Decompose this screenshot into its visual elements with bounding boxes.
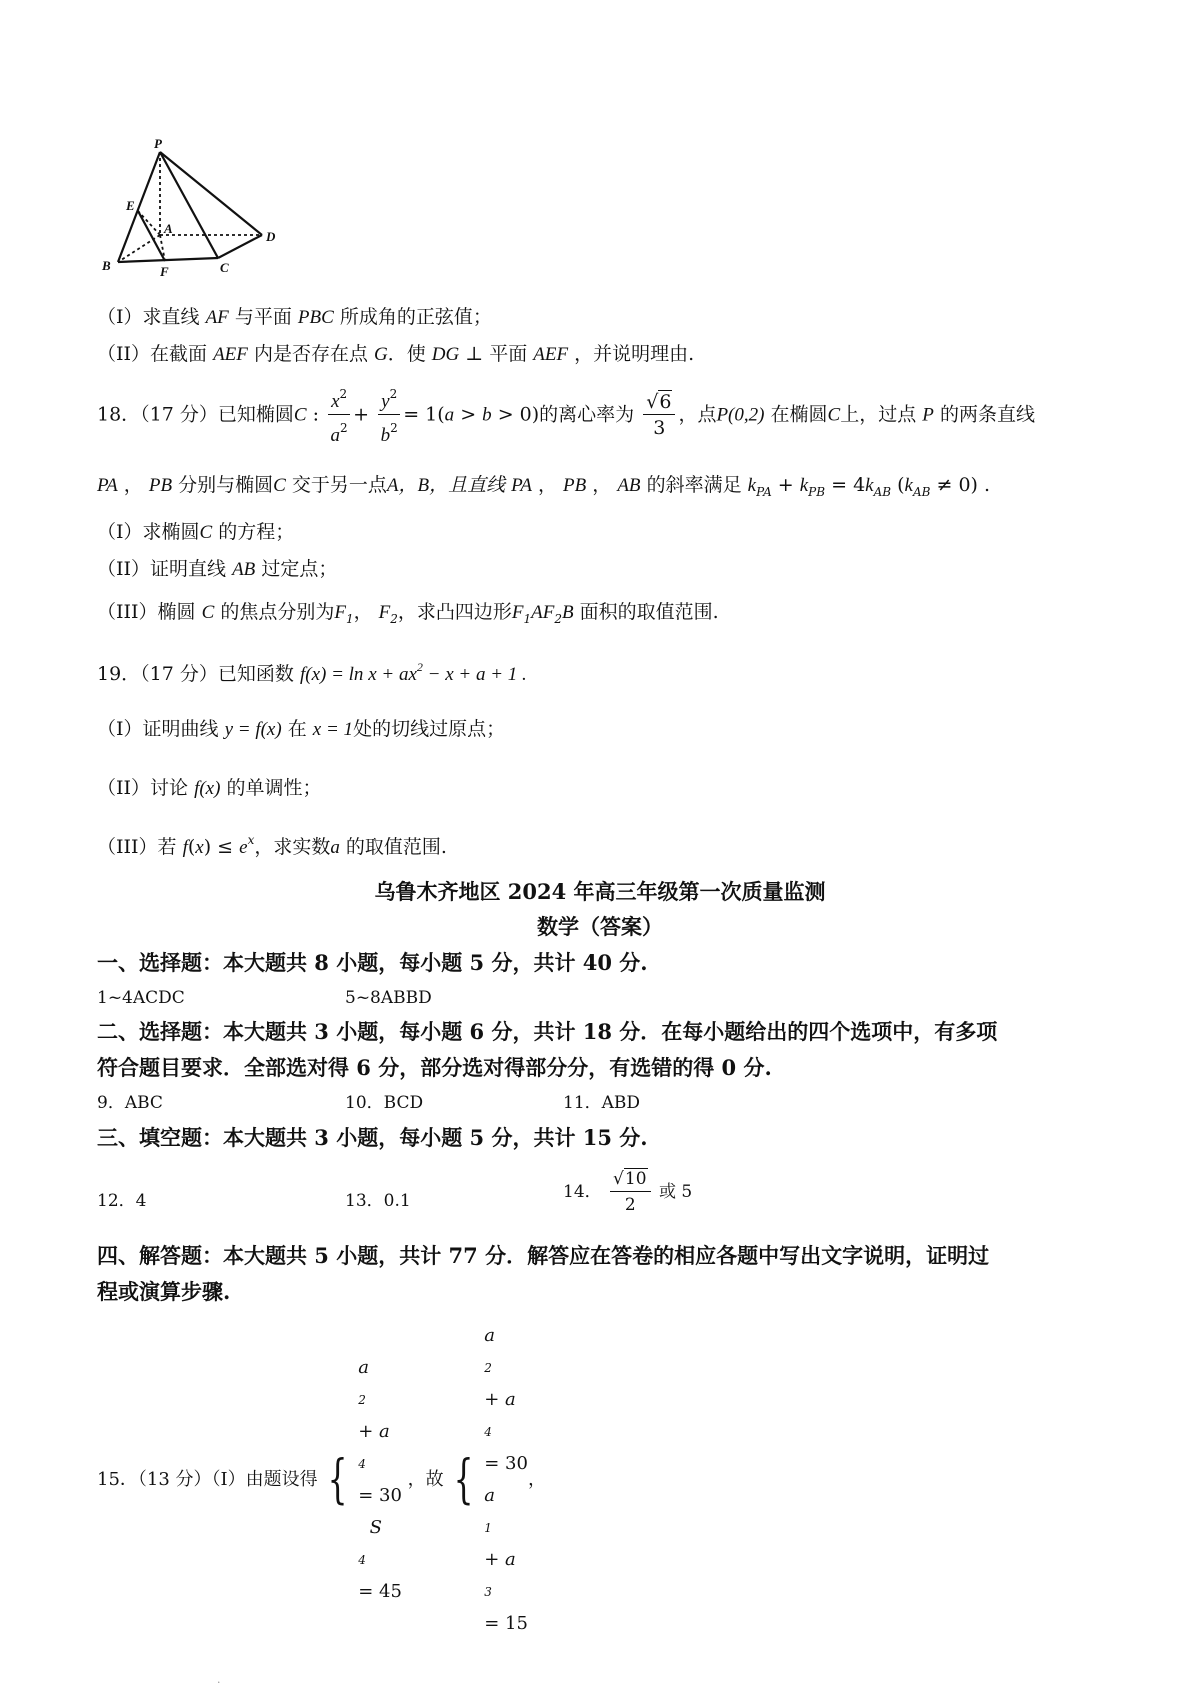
q18-sub1-text-b: 的方程； [218, 521, 295, 543]
edge-pc [160, 152, 218, 258]
answer-14-label: 14． [563, 1182, 602, 1202]
label-c: C [220, 260, 229, 275]
q17-part2 [97, 339, 694, 366]
q18-tail2: 的两条直线 [939, 403, 1035, 426]
q18-statement: 18．（17 分）已知椭圆C : $\frac{x^2}{a^2}$ + $\frac{y^2}{b^2}$ = 1(a > b > 0)的离心率为 $\frac{√6}{3}$ ，点P(0,2) 在椭圆C上，过点 P 的两条直线 [97, 382, 1035, 449]
q18-ecc-frac: $\frac{√6}{3}$ [643, 390, 675, 441]
edge-cd [218, 235, 262, 258]
answer-10: 10．BCD [345, 1093, 424, 1113]
q18-sub3-text-d: 面积的取值范围. [579, 601, 719, 623]
q17-line-af: AF [205, 307, 229, 328]
edge-pb [118, 152, 160, 262]
q17-part2-text-h: ，并说明理由. [574, 343, 695, 365]
q15-brace-2: { [454, 1450, 474, 1510]
q15-tail: ， [527, 1469, 546, 1490]
q18-line2-text: 分别与椭圆 [178, 474, 274, 496]
q19-fx: f(x) [194, 778, 221, 799]
q19-sub3 [97, 832, 447, 859]
label-e: E [126, 198, 135, 213]
q18-sub2-text-c: 过定点； [261, 558, 338, 580]
q19-sub2-text: （II）讨论 [97, 777, 189, 799]
q18-p: P [922, 404, 934, 426]
q15-system-2: a 2 + a 4 = 30 a 1 + a 3 = 15 [484, 1325, 528, 1634]
q15-head: 15．（13 分）（I）由题设得 [97, 1469, 318, 1490]
q18-point: P(0,2) [716, 404, 765, 426]
q18-line2-text3: 的斜率满足 [646, 474, 742, 496]
label-p: P [154, 138, 162, 151]
footer-mark: · [217, 1676, 221, 1689]
section-1-answers-b: 5~8ABBD [345, 988, 432, 1008]
q17-plane-aef-2: AEF [533, 344, 569, 365]
q15-system-1: a 2 + a 4 = 30 S 4 = 45 [358, 1357, 402, 1602]
q15-brace-1: { [327, 1450, 348, 1510]
q19-a: a [330, 837, 340, 858]
q19-sub1 [97, 714, 505, 741]
q18-frac-y: $\frac{y^2}{b^2}$ [378, 382, 400, 449]
q18-sub1-text: （I）求椭圆 [97, 521, 200, 543]
q15-solution [97, 1320, 546, 1640]
q18-c: C [293, 404, 307, 426]
section-1-heading: 一、选择题：本大题共 8 小题，每小题 5 分，共计 40 分. [97, 950, 648, 975]
q19-sub2 [97, 773, 322, 800]
section-2-heading-l1: 二、选择题：本大题共 3 小题，每小题 6 分，共计 18 分．在每小题给出的四个选项中，有多项 [97, 1019, 998, 1044]
answer-13: 13．0.1 [345, 1191, 411, 1211]
label-b: B [102, 258, 111, 273]
q17-plane-aef: AEF [213, 344, 248, 365]
q18-ab: AB [617, 475, 641, 496]
answer-14 [563, 1167, 692, 1218]
answer-11: 11．ABD [563, 1093, 641, 1113]
q18-quad: $F_1AF_2B$ [511, 602, 574, 626]
q19-curve: y = f(x) [224, 719, 282, 740]
q18-point-text: ，点 [678, 403, 717, 426]
q18-pa: PA [97, 475, 118, 496]
q17-part2-text: （II）在截面 [97, 343, 208, 365]
q18-sub3-text-b: 的焦点分别为 [220, 601, 335, 623]
edge-pd [160, 152, 262, 235]
q18-ecc-text: 的离心率为 [539, 403, 635, 426]
q17-part1 [97, 302, 492, 329]
q18-pb-2: PB [563, 475, 587, 496]
q18-sub3-text-c: ，求凸四边形 [397, 601, 512, 623]
q17-part1-text-b: 与平面 [234, 306, 292, 328]
q19-x-eq-1: x = 1 [312, 719, 354, 740]
edge-bc [118, 258, 218, 262]
section-1-answers-a: 1~4ACDC [97, 988, 185, 1008]
q18-sub1 [97, 517, 294, 544]
q15-mid: ，故 [407, 1469, 444, 1490]
label-a: A [164, 221, 173, 236]
q18-pa-2: PA [511, 475, 532, 496]
q17-plane-pbc: PBC [297, 307, 334, 328]
q19-sub2-tail: 的单调性； [226, 777, 322, 799]
q17-part2-text-d: ．使 [387, 343, 426, 365]
q18-ab-3: AB [232, 559, 256, 580]
q18-c-4: C [199, 522, 213, 543]
q18-c-5: C [201, 602, 215, 623]
q18-line2-text2: 交于另一点 [291, 474, 387, 496]
q17-part1-text-d: 所成角的正弦值； [339, 306, 492, 328]
answers-subtitle: 数学（答案） [537, 914, 663, 939]
answers-title: 乌鲁木齐地区 2024 年高三年级第一次质量监测 [374, 879, 826, 904]
q17-point-g: G [374, 344, 388, 365]
q18-tail: 上，过点 [840, 403, 917, 426]
q19-statement [97, 659, 527, 686]
q18-on-text: 在椭圆 [770, 403, 828, 426]
label-d: D [266, 229, 276, 244]
label-f: F [160, 264, 169, 279]
answer-12: 12．4 [97, 1191, 147, 1211]
section-2-heading-l2: 符合题目要求．全部选对得 6 分，部分选对得部分分，有选错的得 0 分. [97, 1055, 772, 1080]
q18-sub2 [97, 554, 337, 581]
q18-head: 18．（17 分）已知椭圆 [97, 403, 294, 426]
q19-func: $f(x) = \ln x + ax^2 - x + a + 1$ . [299, 660, 527, 685]
section-4-heading-l2: 程或演算步骤. [97, 1279, 231, 1304]
q18-ab-text: A，B，且直线 [386, 475, 506, 496]
q17-line-dg: DG [431, 344, 460, 365]
q18-line2: PA ， PB 分别与椭圆C 交于另一点A，B，且直线 PA ， PB ， AB 的斜率满足 $k_{PA} + k_{PB} = 4k_{AB}$ $(k_{AB} \ne 0)$ . [97, 474, 991, 499]
q19-sub3-text-b: ，求实数 [254, 836, 331, 858]
q19-head: 19．（17 分）已知函数 [97, 663, 294, 685]
q18-slope-condition: $k_{PA} + k_{PB} = 4k_{AB}$ $(k_{AB} \ne 0)$ . [747, 474, 991, 499]
answer-9: 9．ABC [97, 1093, 163, 1113]
q18-frac-x: $\frac{x^2}{a^2}$ [328, 382, 350, 449]
q18-sub2-text: （II）证明直线 [97, 558, 227, 580]
q18-c-3: C [273, 475, 286, 496]
q18-sub3: （III）椭圆 C 的焦点分别为$F_1$， $F_2$，求凸四边形$F_1AF_2B$ 面积的取值范围. [97, 601, 719, 626]
q17-part2-text-b: 内是否存在点 [253, 343, 368, 365]
q19-sub1-at: 在 [287, 718, 307, 740]
q18-pb: PB [148, 475, 173, 496]
section-3-heading: 三、填空题：本大题共 3 小题，每小题 5 分，共计 15 分. [97, 1125, 648, 1150]
section-4-heading-l1: 四、解答题：本大题共 5 小题，共计 77 分．解答应在答卷的相应各题中写出文字说明，证明过 [97, 1243, 990, 1268]
q19-sub3-text: （III）若 [97, 836, 177, 858]
q18-f2: F [378, 602, 391, 623]
answer-14-tail: 或 5 [658, 1182, 693, 1202]
pyramid-figure [100, 138, 300, 288]
answer-14-frac: $\frac{√10}{2}$ [610, 1167, 650, 1218]
q19-ineq: $f(x) \le e^x$ [182, 833, 255, 858]
q19-sub1-tail: 处的切线过原点； [353, 718, 506, 740]
q18-sub3-text: （III）椭圆 [97, 601, 196, 623]
q19-sub3-tail: 的取值范围. [345, 836, 447, 858]
q18-f1: F [334, 602, 346, 623]
q18-c-2: C [827, 404, 841, 426]
q19-sub1-text: （I）证明曲线 [97, 718, 219, 740]
q17-part1-text: （I）求直线 [97, 306, 200, 328]
q17-perp-text: ⊥ 平面 [465, 343, 528, 365]
